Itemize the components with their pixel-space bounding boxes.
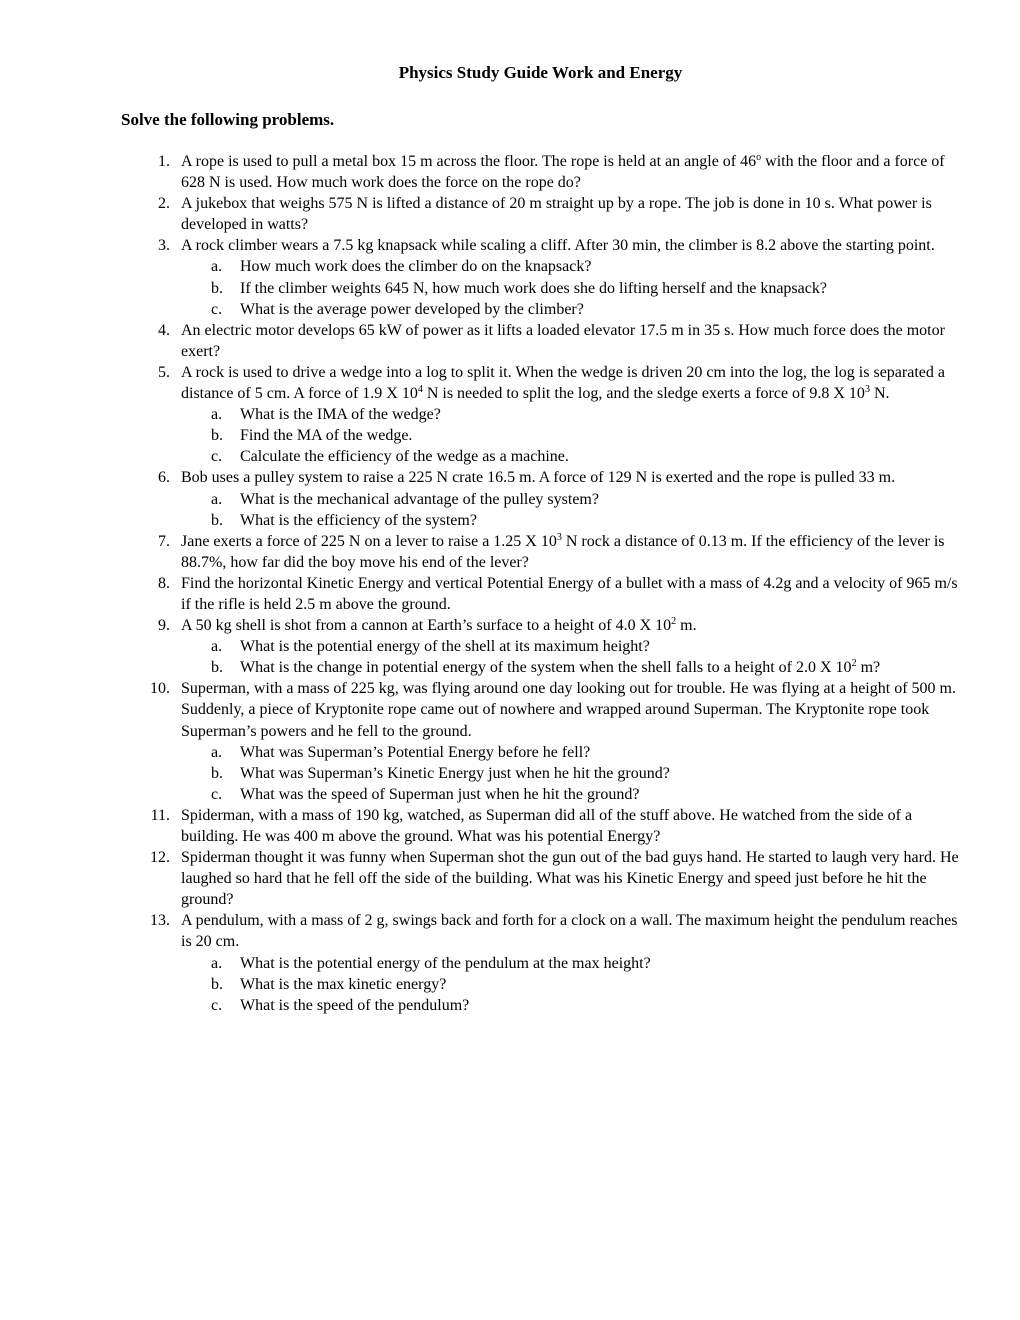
problem-text: What is the IMA of the wedge?: [240, 406, 441, 424]
problem-text: If the climber weights 645 N, how much work does she do lifting herself and the knapsack?: [240, 279, 827, 297]
problem-item: [0, 573, 963, 615]
sub-question: [0, 278, 960, 299]
superscript: 3: [556, 531, 562, 543]
problem-item: [0, 235, 963, 256]
problem-text: Calculate the efficiency of the wedge as a machine.: [240, 448, 569, 466]
problem-number: 11.: [150, 806, 170, 824]
sub-question-letter: b.: [211, 764, 223, 782]
problem-number: 2.: [158, 195, 170, 213]
problem-number: 9.: [158, 617, 170, 635]
sub-question-letter: a.: [211, 406, 223, 424]
problem-text: What is the potential energy of the pendulum at the max height?: [240, 954, 651, 972]
problem-text: How much work does the climber do on the knapsack?: [240, 258, 592, 276]
problem-text: N is needed to split the log, and the sledge exerts a force of 9.8 X 10: [422, 385, 865, 403]
problem-number: 12.: [150, 849, 170, 867]
problem-text: Jane exerts a force of 225 N on a lever to raise a 1.25 X 10: [181, 532, 557, 550]
instructions-heading: Solve the following problems.: [121, 110, 335, 129]
sub-question-letter: c.: [211, 996, 223, 1014]
sub-question-letter: c.: [211, 448, 223, 466]
sub-question-letter: b.: [211, 511, 223, 529]
problem-text: A rock climber wears a 7.5 kg knapsack while scaling a cliff. After 30 min, the climber is 8.2 above the starting point.: [181, 237, 935, 255]
problem-text: What was Superman’s Kinetic Energy just when he hit the ground?: [240, 764, 670, 782]
sub-question-letter: a.: [211, 954, 223, 972]
problem-number: 13.: [150, 912, 170, 930]
sub-question-letter: c.: [211, 785, 223, 803]
superscript: 2: [851, 658, 857, 670]
sub-question: [0, 489, 960, 510]
sub-question: [0, 446, 960, 467]
sub-question-letter: a.: [211, 258, 223, 276]
sub-question: [0, 742, 960, 763]
problem-text: N rock a distance of 0.13 m. If the efficiency of the lever is 88.7%, how far did the boy move his end of the lever?: [181, 532, 945, 571]
problem-text: Spiderman, with a mass of 190 kg, watched, as Superman did all of the stuff above. He watched from the side of a building. He was 400 m above the ground. What was his potential Energy?: [181, 806, 913, 845]
problem-text: A pendulum, with a mass of 2 g, swings back and forth for a clock on a wall. The maximum height the pendulum reaches is 20 cm.: [181, 912, 958, 951]
problem-number: 10.: [150, 680, 170, 698]
problem-item: [0, 193, 963, 235]
problem-text: Spiderman thought it was funny when Superman shot the gun out of the bad guys hand. He started to laugh very hard. He laughed so hard that he fell off the side of the building. What was his Kinetic Energy and speed just before he hit the ground?: [181, 849, 959, 909]
problem-text: What is the efficiency of the system?: [240, 511, 477, 529]
sub-question: [0, 953, 960, 974]
problem-item: [0, 615, 963, 636]
problem-item: [0, 467, 963, 488]
problem-text: What is the potential energy of the shell at its maximum height?: [240, 638, 650, 656]
sub-question: [0, 299, 960, 320]
problem-text: What was the speed of Superman just when he hit the ground?: [240, 785, 640, 803]
sub-question-letter: b.: [211, 427, 223, 445]
sub-question: [0, 510, 960, 531]
sub-question-letter: b.: [211, 975, 223, 993]
problem-number: 4.: [158, 321, 170, 339]
problem-text: A rope is used to pull a metal box 15 m across the floor. The rope is held at an angle of 46: [181, 153, 757, 170]
problem-text: An electric motor develops 65 kW of power as it lifts a loaded elevator 17.5 m in 35 s. How much force does the motor exert?: [181, 321, 945, 360]
sub-question: [0, 784, 960, 805]
problem-number: 6.: [158, 469, 170, 487]
problem-item: [0, 847, 963, 910]
sub-question: [0, 256, 960, 277]
sub-question-letter: a.: [211, 638, 223, 656]
sub-question-letter: b.: [211, 279, 223, 297]
problem-text: Find the MA of the wedge.: [240, 427, 413, 445]
problem-text: Superman, with a mass of 225 kg, was flying around one day looking out for trouble. He was flying at a height of 500 m. Suddenly, a piece of Kryptonite rope came out of nowhere and wrapped around Superman. The Kryptonite rope took Superman’s powers and he fell to the ground.: [181, 680, 956, 740]
superscript: o: [756, 152, 762, 163]
problem-item: [0, 805, 963, 847]
problem-text: What is the change in potential energy of the system when the shell falls to a height of 2.0 X 10: [240, 659, 852, 677]
problem-number: 8.: [158, 574, 170, 592]
problem-text: What was Superman’s Potential Energy before he fell?: [240, 743, 591, 761]
problem-number: 5.: [158, 363, 170, 381]
problem-text: What is the average power developed by the climber?: [240, 300, 584, 318]
sub-question-letter: a.: [211, 490, 223, 508]
problem-text: What is the mechanical advantage of the pulley system?: [240, 490, 599, 508]
problem-text: m.: [676, 617, 697, 635]
superscript: 3: [864, 384, 870, 396]
page-title: Physics Study Guide Work and Energy: [398, 63, 683, 82]
sub-question-letter: b.: [211, 659, 223, 677]
problem-item: [0, 320, 963, 362]
problem-text: Bob uses a pulley system to raise a 225 N crate 16.5 m. A force of 129 N is exerted and the rope is pulled 33 m.: [181, 469, 896, 487]
problem-text: A jukebox that weighs 575 N is lifted a distance of 20 m straight up by a rope. The job is done in 10 s. What power is developed in watts?: [181, 195, 932, 234]
problem-text: A 50 kg shell is shot from a cannon at Earth’s surface to a height of 4.0 X 10: [181, 617, 672, 635]
sub-question-letter: a.: [211, 743, 223, 761]
problem-item: [0, 362, 963, 404]
problem-text: N.: [869, 385, 890, 403]
problem-item: [0, 531, 963, 573]
problem-number: 3.: [158, 237, 170, 255]
sub-question: [0, 995, 960, 1016]
sub-question: [0, 636, 960, 657]
sub-question-letter: c.: [211, 300, 223, 318]
superscript: 2: [671, 616, 677, 628]
problem-item: [0, 678, 963, 741]
problem-text: What is the speed of the pendulum?: [240, 996, 470, 1014]
problem-number: 7.: [158, 532, 170, 550]
sub-question: [0, 657, 960, 678]
sub-question: [0, 974, 960, 995]
problem-text: A rock is used to drive a wedge into a log to split it. When the wedge is driven 20 cm into the log, the log is separated a distance of 5 cm. A force of 1.9 X 10: [181, 363, 945, 403]
problem-number: 1.: [158, 153, 170, 170]
problem-text: with the floor and a force of 628 N is used. How much work does the force on the rope do?: [181, 153, 945, 192]
problem-text: What is the max kinetic energy?: [240, 975, 447, 993]
sub-question: [0, 425, 960, 446]
sub-question: [0, 404, 960, 425]
sub-question: [0, 763, 960, 784]
problem-text: Find the horizontal Kinetic Energy and vertical Potential Energy of a bullet with a mass of 4.2g and a velocity of 965 m/s if the rifle is held 2.5 m above the ground.: [181, 574, 958, 613]
problem-item: [0, 910, 963, 952]
problem-list: [0, 151, 1020, 1016]
problem-text: m?: [856, 659, 881, 677]
problem-item: [0, 151, 963, 193]
superscript: 4: [417, 384, 423, 396]
